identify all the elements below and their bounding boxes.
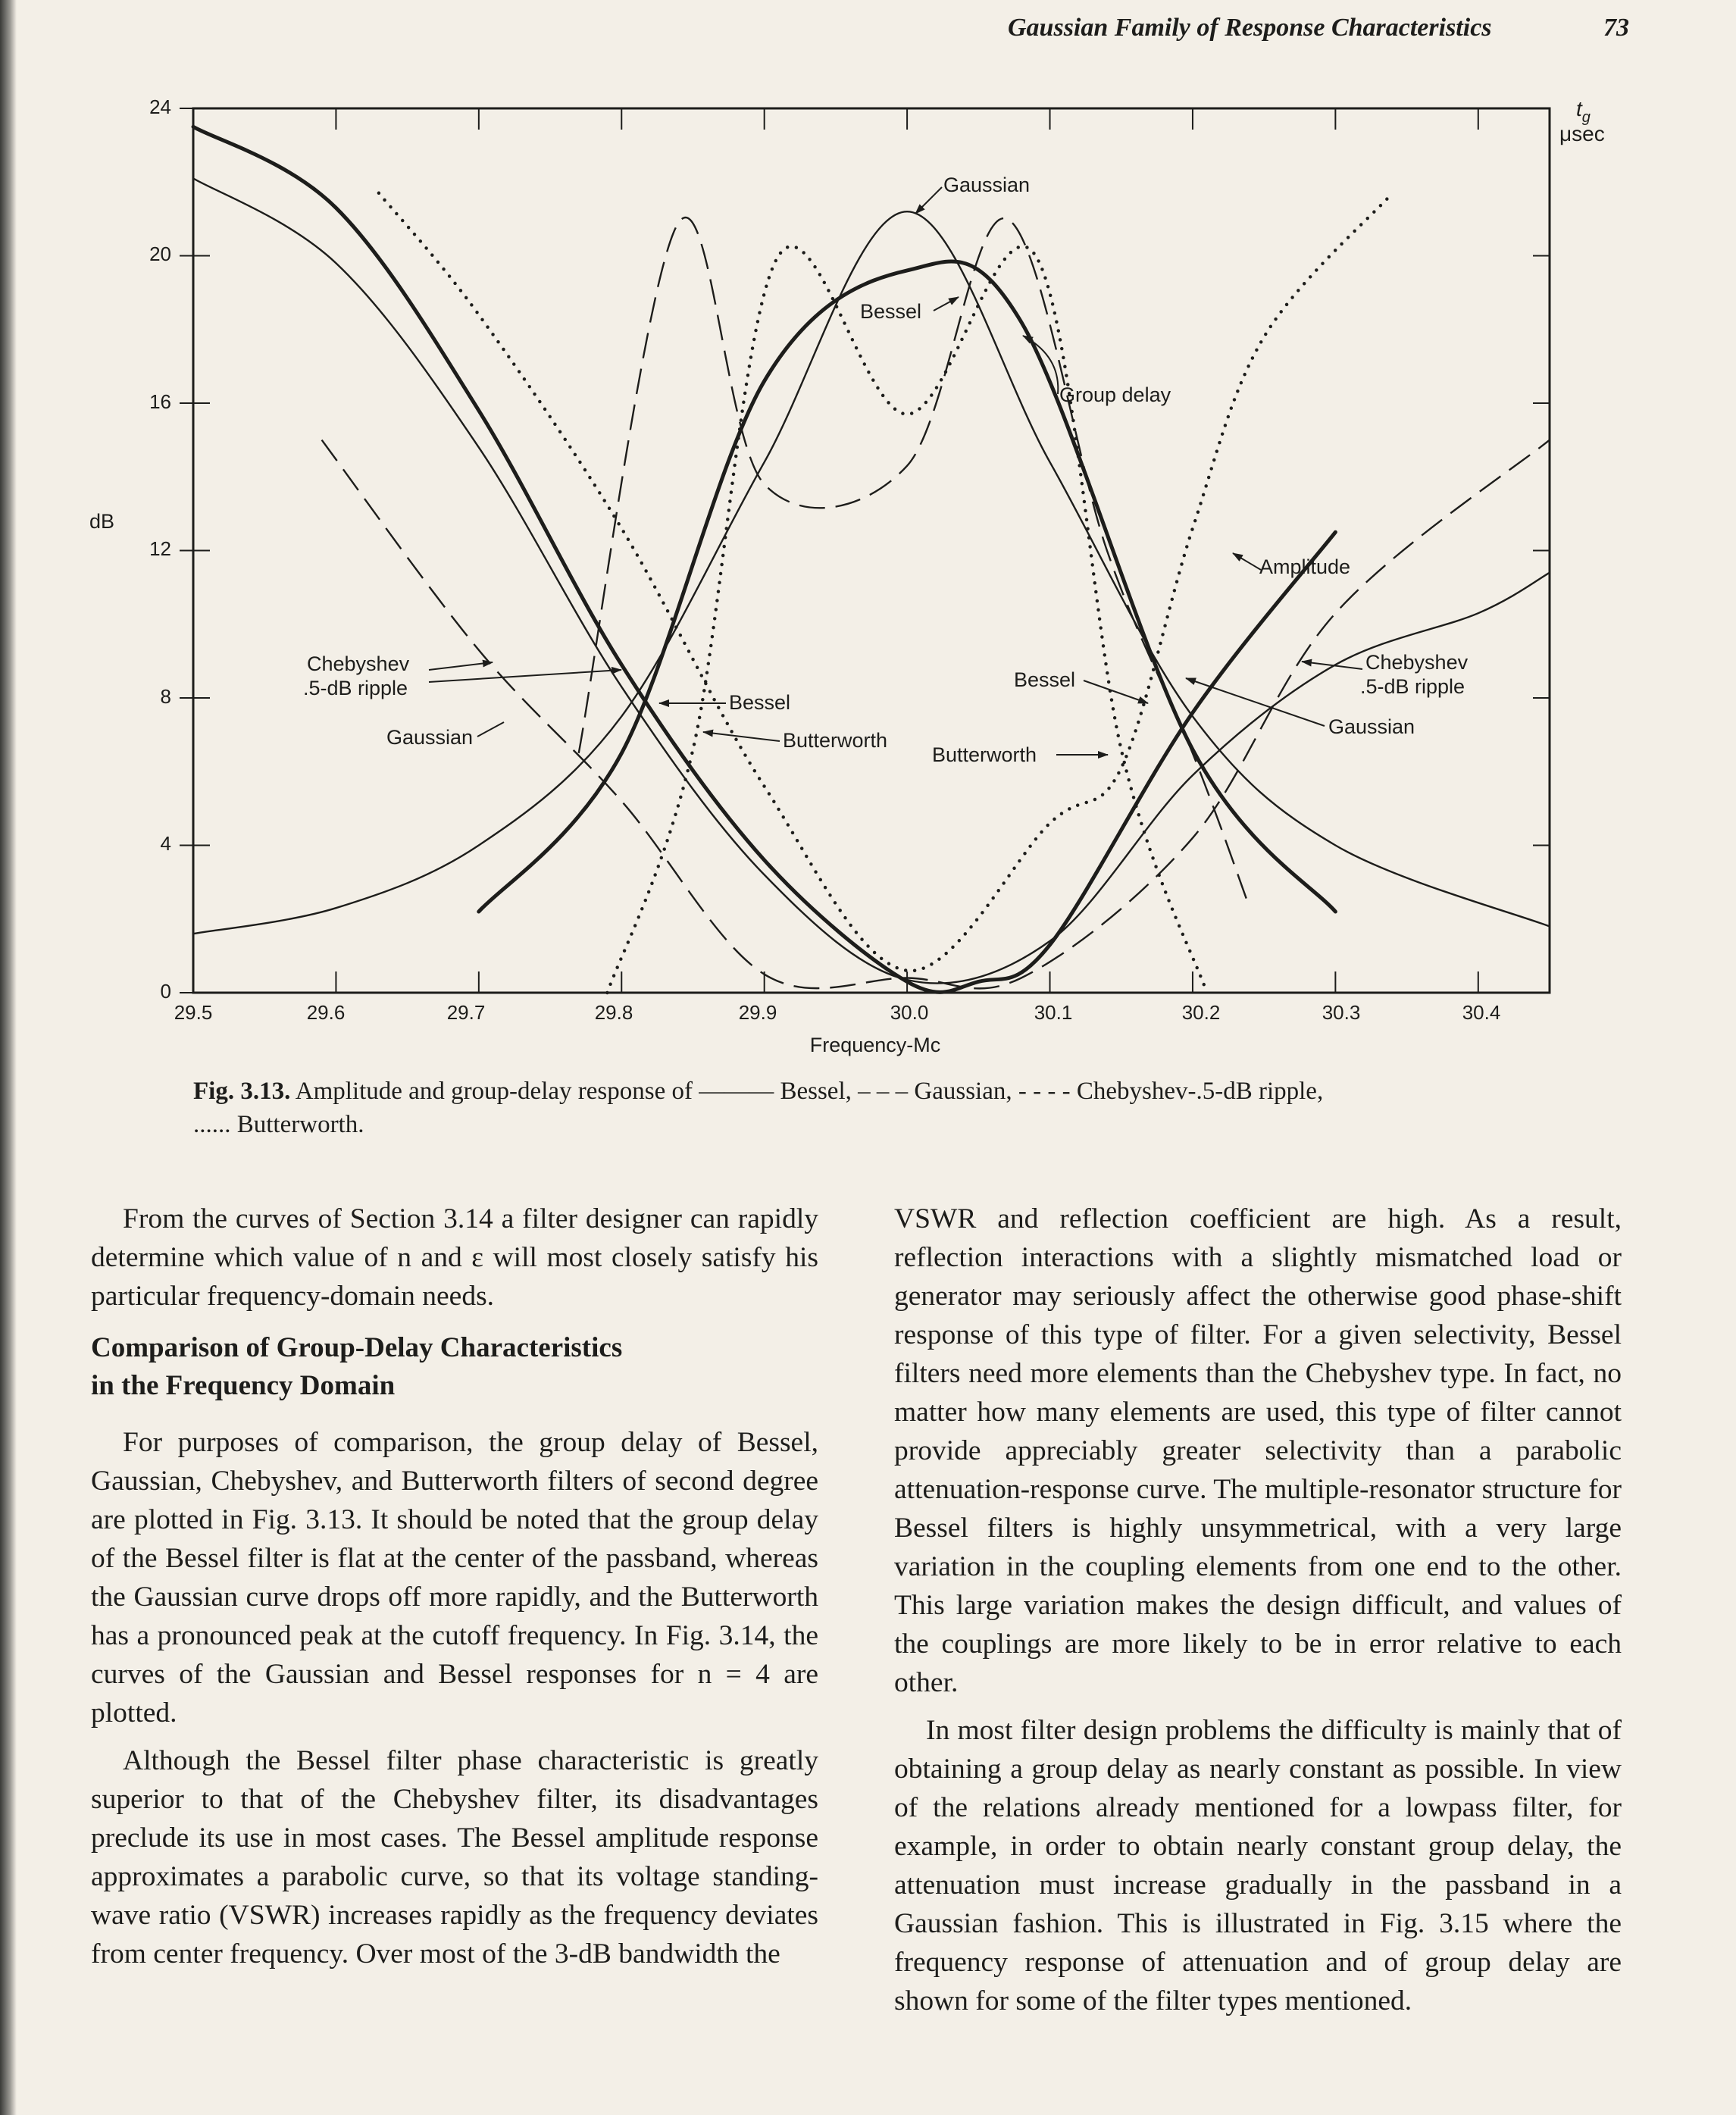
x-tick-label: 29.6: [306, 1001, 346, 1024]
annotation-label: Bessel: [860, 300, 922, 323]
series-line-gaussian: [193, 178, 1550, 983]
annotation-label: Butterworth: [932, 743, 1037, 766]
caption-text: Amplitude and group-delay response of: [295, 1078, 693, 1105]
page-number: 73: [1603, 14, 1629, 42]
figure-caption: [193, 1075, 1633, 1141]
section-heading-line: in the Frequency Domain: [91, 1370, 396, 1401]
caption-bessel: Bessel,: [780, 1078, 852, 1105]
y-tick-label: 0: [160, 979, 171, 1003]
annotation-arrow: [477, 722, 504, 737]
annotation-arrow: [1084, 680, 1148, 703]
annotation-arrow: [703, 732, 780, 741]
annotation-label: Chebyshev: [1365, 651, 1469, 674]
annotation-label: .5-dB ripple: [1360, 675, 1465, 698]
x-tick-label: 30.4: [1462, 1001, 1501, 1024]
x-tick-label: 30.3: [1322, 1001, 1361, 1024]
annotation-label: Bessel: [1014, 668, 1076, 691]
y-tick-label: 4: [160, 831, 171, 855]
paragraph: From the curves of Section 3.14 a filter designer can rapidly determine which value of n and ε will most closely satisfy his particular frequency-domain needs.: [91, 1203, 818, 1312]
annotation-label: Butterworth: [783, 729, 888, 752]
caption-key-chebyshev: - - - -: [1018, 1078, 1071, 1105]
y-tick-label: 16: [149, 390, 171, 413]
x-tick-label: 30.1: [1034, 1001, 1073, 1024]
caption-key-butterworth: ......: [193, 1111, 231, 1138]
series-line-bessel: [193, 127, 1335, 992]
series-line-butterworth: [607, 246, 1206, 993]
axis-ticks: [180, 108, 1550, 993]
annotation-label: Bessel: [729, 691, 791, 714]
caption-butterworth: Butterworth.: [236, 1111, 364, 1138]
x-tick-label: 30.0: [890, 1001, 929, 1024]
annotation-label: Group delay: [1059, 383, 1171, 406]
section-heading: [91, 1329, 818, 1405]
paragraph: For purposes of comparison, the group delay of Bessel, Gaussian, Chebyshev, and Butterworth filters of second degree are plotted in Fig. 3.13. It should be noted that the group delay of the Bessel filter is flat at the center of the passband, whereas the Gaussian curve drops off more rapidly, and the Butterworth has a pronounced peak at the cutoff frequency. In Fig. 3.14, the curves of the Gaussian and Bessel responses for n = 4 are plotted.: [91, 1427, 818, 1729]
annotation-arrow: [1302, 662, 1362, 669]
caption-label: Fig. 3.13.: [193, 1078, 291, 1105]
running-head-title: Gaussian Family of Response Characteristics: [1008, 14, 1492, 42]
annotation-label: Chebyshev: [307, 652, 410, 675]
paragraph: VSWR and reflection coefficient are high. As a result, reflection interactions with a slightly mismatched load or generator may seriously affect the otherwise good phase-shift response of this type of filter. For a given selectivity, Bessel filters need more elements than the Chebyshev type. In fact, no matter how many elements are used, this type of filter cannot provide appreciably greater selectivity than a parabolic attenuation-response curve. The multiple-resonator structure for Bessel filters is highly unsymmetrical, with a very large variation in the coupling elements from one end to the other. This large variation makes the design difficult, and values of the couplings are more likely to be in error relative to each other.: [894, 1203, 1622, 1698]
y-tick-labels: [149, 95, 171, 1003]
series-line-chebyshev-5-db-ripple: [322, 440, 1550, 989]
y-axis-label: dB: [89, 510, 115, 533]
x-tick-label: 29.9: [738, 1001, 777, 1024]
y-tick-label: 8: [160, 684, 171, 708]
left-column: [91, 1200, 818, 1982]
annotation-arrow: [429, 662, 493, 670]
annotations: [303, 174, 1469, 766]
annotation-arrow: [1233, 553, 1261, 570]
y-tick-label: 20: [149, 242, 171, 265]
right-column: [894, 1200, 1622, 2029]
y-tick-label: 24: [149, 95, 171, 118]
annotation-arrow: [915, 187, 942, 214]
annotation-label: Gaussian: [1328, 715, 1415, 738]
y2-label-sub: g: [1581, 109, 1591, 126]
annotation-arrow: [429, 670, 621, 682]
x-tick-label: 30.2: [1181, 1001, 1221, 1024]
annotation-label: Gaussian: [943, 174, 1031, 196]
x-tick-label: 29.8: [594, 1001, 633, 1024]
x-tick-label: 29.5: [174, 1001, 213, 1024]
section-heading-line: Comparison of Group-Delay Characteristics: [91, 1332, 623, 1363]
paragraph: In most filter design problems the difficulty is mainly that of obtaining a group delay as nearly constant as possible. In view of the relations already mentioned for a lowpass filter, for example, in order to obtain nearly constant group delay, the attenuation must increase gradually in the passband in a Gaussian fashion. This is illustrated in Fig. 3.15 where the frequency response of attenuation and of group delay are shown for some of the filter types mentioned.: [894, 1715, 1622, 2016]
annotation-label: Gaussian: [386, 726, 474, 749]
x-tick-label: 29.7: [446, 1001, 486, 1024]
caption-gaussian: Gaussian,: [914, 1078, 1012, 1105]
caption-chebyshev: Chebyshev-.5-dB ripple,: [1076, 1078, 1324, 1105]
annotation-arrow: [934, 297, 959, 311]
caption-key-bessel: ———: [699, 1078, 774, 1105]
y2-axis-unit: μsec: [1559, 122, 1605, 145]
plot-frame: [193, 108, 1550, 993]
annotation-label: Amplitude: [1259, 555, 1351, 578]
x-axis-label: Frequency-Mc: [809, 1034, 941, 1056]
y2-label-t: t: [1576, 97, 1582, 120]
paragraph: Although the Bessel filter phase characteristic is greatly superior to that of the Chebyshev filter, its disadvantages preclude its use in most cases. The Bessel amplitude response approximates a parabolic curve, so that its voltage standing-wave ratio (VSWR) increases rapidly as the frequency deviates from center frequency. Over most of the 3-dB bandwidth the: [91, 1745, 818, 1970]
series-line-bessel: [479, 261, 1336, 912]
annotation-label: .5-dB ripple: [303, 677, 408, 699]
caption-key-gaussian: – – –: [858, 1078, 909, 1105]
y-tick-label: 12: [149, 537, 171, 560]
x-tick-labels: [174, 1001, 1501, 1024]
